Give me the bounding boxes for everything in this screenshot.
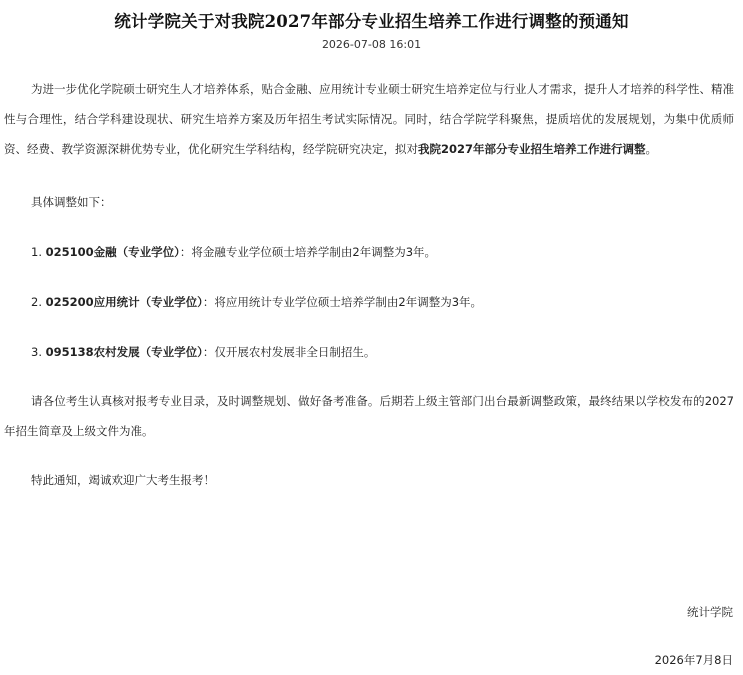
list-item [4,340,734,364]
item-number: 3. [31,345,46,359]
item-major: 095138农村发展（专业学位） [45,345,203,359]
item-number: 2. [31,295,46,309]
list-item [4,290,734,314]
item-major: 025200应用统计（专业学位） [45,295,203,309]
item-text: ：将应用统计专业学位硕士培养学制由2年调整为3年。 [202,295,483,309]
intro-bold-text: 我院2027年部分专业招生培养工作进行调整 [418,142,646,156]
item-major: 025100金融（专业学位） [45,245,180,259]
intro-text: 为进一步优化学院硕士研究生人才培养体系，贴合金融、应用统计专业硕士研究生培养定位与行业人才需求，提升人才培养的科学性、精准性与合理性，结合学科建设现状、研究生培养方案及历年招生考试实际情况。同时，结合学院学科聚焦，提质培优的发展规划，为集中优质师资、经费、教学资源深耕优势专业，优化研究生学科结构，经学院研究决定，拟对 [4,82,734,156]
intro-paragraph [4,74,734,164]
publish-date: 2026-07-08 16:01 [321,38,422,51]
signature: 统计学院 [687,605,733,619]
signature-date: 2026年7月8日 [654,653,733,667]
farewell-line: 特此通知，竭诚欢迎广大考生报考！ [31,473,215,487]
item-text: ：仅开展农村发展非全日制招生。 [202,345,376,359]
intro-end: 。 [645,142,658,156]
item-number: 1. [31,245,46,259]
list-item [4,240,734,264]
list-heading: 具体调整如下： [31,195,112,209]
item-text: ：将金融专业学位硕士培养学制由2年调整为3年。 [179,245,437,259]
closing-paragraph: 请各位考生认真核对报考专业目录，及时调整规划、做好备考准备。后期若上级主管部门出台最新调整政策，最终结果以学校发布的2027年招生简章及上级文件为准。 [4,394,734,438]
notice-body [4,74,734,492]
notice-title: 统计学院关于对我院2027年部分专业招生培养工作进行调整的预通知 [114,12,629,31]
